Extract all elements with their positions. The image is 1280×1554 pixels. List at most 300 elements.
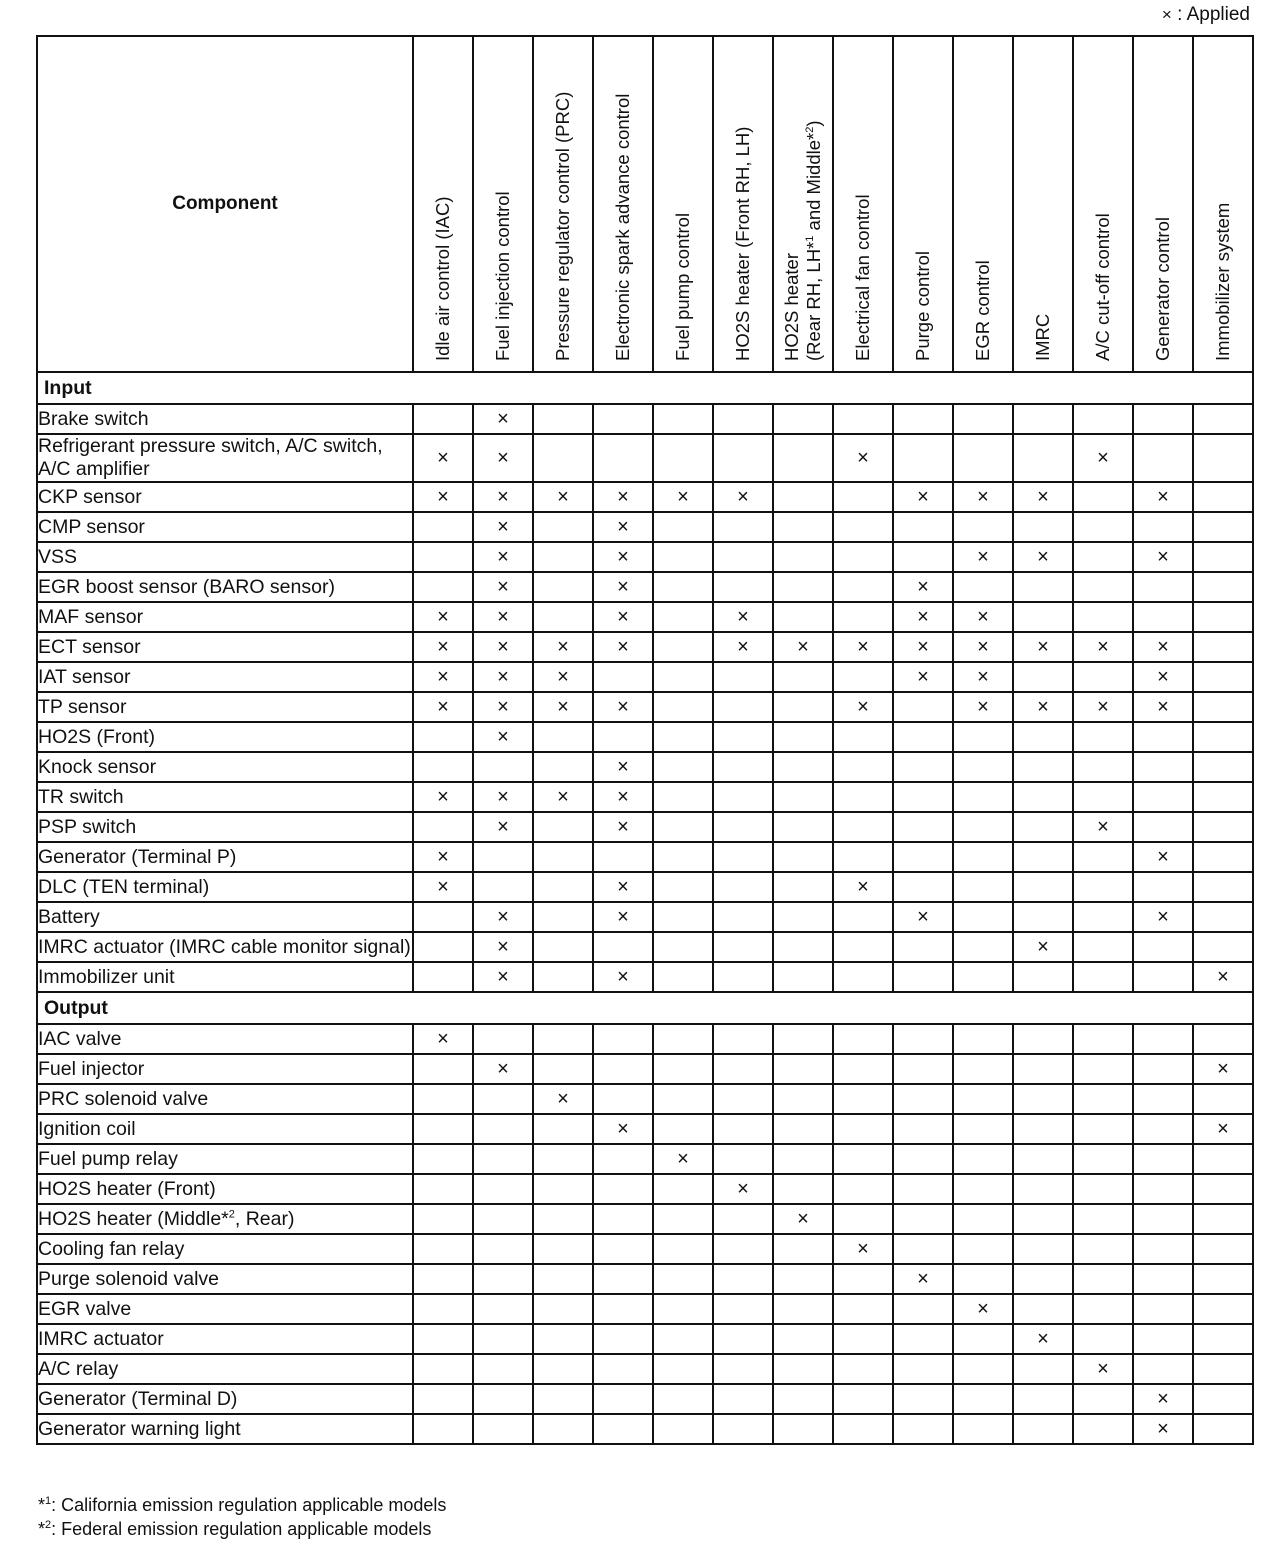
column-header-line: Fuel injection control (492, 191, 513, 361)
applied-cell (1013, 1414, 1073, 1444)
component-label: IMRC actuator (IMRC cable monitor signal) (37, 932, 413, 962)
applied-cell (1193, 434, 1253, 482)
applied-cell: × (593, 602, 653, 632)
applied-cell: × (533, 782, 593, 812)
applied-cell (893, 722, 953, 752)
applied-cell (1013, 1114, 1073, 1144)
table-row (37, 872, 1253, 902)
applied-cell: × (1193, 962, 1253, 992)
applied-cell (1073, 1054, 1133, 1084)
applied-cell (1013, 1174, 1073, 1204)
component-label: EGR boost sensor (BARO sensor) (37, 572, 413, 602)
applied-cell (893, 542, 953, 572)
applied-cell (713, 1414, 773, 1444)
component-label: ECT sensor (37, 632, 413, 662)
applied-cell: × (1073, 692, 1133, 722)
column-header-label (1198, 31, 1248, 361)
applied-cell: × (1133, 632, 1193, 662)
applied-cell (893, 1234, 953, 1264)
applied-cell (653, 1174, 713, 1204)
applied-cell (773, 404, 833, 434)
applied-cell (1133, 512, 1193, 542)
applied-cell (953, 1354, 1013, 1384)
applied-cell: × (713, 482, 773, 512)
applied-cell (473, 1324, 533, 1354)
header-row (37, 36, 1253, 372)
applied-cell (773, 602, 833, 632)
applied-cell (653, 812, 713, 842)
applied-cell (1013, 572, 1073, 602)
applied-cell (533, 542, 593, 572)
component-label: Refrigerant pressure switch, A/C switch, A/C amplifier (37, 434, 413, 482)
applied-cell (1013, 812, 1073, 842)
applied-cell (713, 752, 773, 782)
applied-cell (713, 512, 773, 542)
applied-cell (593, 1174, 653, 1204)
applied-cell (413, 1114, 473, 1144)
column-header (593, 36, 653, 372)
applied-cell (1133, 1324, 1193, 1354)
applied-cell (833, 1174, 893, 1204)
applied-cell (473, 1144, 533, 1174)
component-label: HO2S (Front) (37, 722, 413, 752)
applied-cell (593, 1204, 653, 1234)
applied-cell (1013, 1144, 1073, 1174)
applied-cell (773, 1234, 833, 1264)
column-header-label (1138, 31, 1188, 361)
applied-cell (713, 812, 773, 842)
column-header-line: (Rear RH, LH*$^1$ and Middle*$^2$) (803, 120, 824, 361)
applied-cell: × (593, 782, 653, 812)
table-row (37, 932, 1253, 962)
component-label: Fuel pump relay (37, 1144, 413, 1174)
applied-cell (1073, 662, 1133, 692)
applied-cell: × (593, 482, 653, 512)
applied-cell (1013, 782, 1073, 812)
applied-cell (1073, 602, 1133, 632)
applied-cell (413, 512, 473, 542)
applied-cell (953, 1204, 1013, 1234)
applied-cell (653, 1024, 713, 1054)
applied-cell (1193, 1174, 1253, 1204)
applied-cell (653, 572, 713, 602)
applied-cell (833, 1354, 893, 1384)
component-label: HO2S heater (Middle*$^2$, Rear) (37, 1204, 413, 1234)
legend (1162, 4, 1250, 26)
applied-cell (653, 434, 713, 482)
applied-cell (413, 1174, 473, 1204)
applied-cell (713, 692, 773, 722)
applied-cell: × (473, 632, 533, 662)
component-label: MAF sensor (37, 602, 413, 632)
column-header-label (478, 31, 528, 361)
component-label: CMP sensor (37, 512, 413, 542)
applied-cell (1073, 872, 1133, 902)
applied-cell: × (533, 1084, 593, 1114)
column-header-line: HO2S heater (781, 253, 802, 361)
applied-cell (713, 782, 773, 812)
table-row (37, 404, 1253, 434)
applied-cell (1133, 872, 1193, 902)
applied-cell (593, 1084, 653, 1114)
applied-cell (413, 1324, 473, 1354)
section-row (37, 992, 1253, 1024)
applied-cell (1133, 1084, 1193, 1114)
applied-cell (773, 1084, 833, 1114)
applied-cell (773, 482, 833, 512)
applied-cell: × (593, 692, 653, 722)
applied-cell (953, 962, 1013, 992)
applied-cell (473, 752, 533, 782)
applied-cell (473, 1414, 533, 1444)
applied-cell: × (473, 1054, 533, 1084)
applied-cell (893, 512, 953, 542)
applied-cell (953, 812, 1013, 842)
applied-cell (1193, 482, 1253, 512)
applied-cell (1013, 434, 1073, 482)
applied-cell (1073, 1174, 1133, 1204)
component-label: IAC valve (37, 1024, 413, 1054)
applied-cell (1073, 1234, 1133, 1264)
applied-cell (1013, 1234, 1073, 1264)
applied-cell (1073, 752, 1133, 782)
applied-cell (1133, 1234, 1193, 1264)
applied-cell (773, 1354, 833, 1384)
applied-cell (653, 1414, 713, 1444)
applied-cell (893, 1354, 953, 1384)
applied-cell: × (713, 632, 773, 662)
applied-cell: × (773, 1204, 833, 1234)
applied-cell (593, 722, 653, 752)
footnote: *$^1$: California emission regulation applicable models (38, 1495, 447, 1515)
component-label: HO2S heater (Front) (37, 1174, 413, 1204)
applied-cell (953, 1234, 1013, 1264)
component-label: PSP switch (37, 812, 413, 842)
applied-cell (833, 1384, 893, 1414)
applied-cell (533, 1264, 593, 1294)
applied-cell: × (593, 572, 653, 602)
applied-cell (1133, 1144, 1193, 1174)
applied-cell (533, 602, 593, 632)
applied-cell: × (413, 482, 473, 512)
applied-cell: × (473, 404, 533, 434)
column-header-label (838, 31, 888, 361)
applied-cell (413, 962, 473, 992)
applied-cell (1073, 902, 1133, 932)
applied-cell (593, 1414, 653, 1444)
applied-cell (713, 842, 773, 872)
applied-cell (833, 782, 893, 812)
applied-cell (833, 812, 893, 842)
applied-cell: × (773, 632, 833, 662)
applied-cell (533, 512, 593, 542)
applied-cell (653, 1114, 713, 1144)
applied-cell (413, 1234, 473, 1264)
applied-cell (833, 1414, 893, 1444)
component-label: Ignition coil (37, 1114, 413, 1144)
applied-cell (413, 722, 473, 752)
applied-cell: × (593, 962, 653, 992)
applied-cell (833, 512, 893, 542)
applied-cell (653, 512, 713, 542)
applied-cell: × (473, 692, 533, 722)
applied-cell: × (1073, 812, 1133, 842)
applied-cell (593, 1264, 653, 1294)
applied-cell (473, 1114, 533, 1144)
applied-cell: × (593, 872, 653, 902)
applied-cell (893, 932, 953, 962)
applied-cell: × (1073, 632, 1133, 662)
applied-cell (713, 902, 773, 932)
applied-cell (593, 434, 653, 482)
applied-cell: × (953, 632, 1013, 662)
applied-cell (953, 842, 1013, 872)
component-control-matrix (36, 35, 1254, 1445)
applied-cell (773, 812, 833, 842)
applied-cell (773, 902, 833, 932)
table-row (37, 902, 1253, 932)
table-row (37, 572, 1253, 602)
applied-cell (1193, 602, 1253, 632)
applied-cell: × (833, 872, 893, 902)
applied-cell (1073, 1024, 1133, 1054)
applied-cell (413, 932, 473, 962)
applied-cell (893, 404, 953, 434)
component-label: Purge solenoid valve (37, 1264, 413, 1294)
applied-cell (1193, 1264, 1253, 1294)
column-header-label (538, 31, 588, 361)
applied-cell (1013, 404, 1073, 434)
applied-cell (833, 1324, 893, 1354)
applied-cell (533, 722, 593, 752)
applied-cell: × (413, 602, 473, 632)
applied-cell: × (1133, 1384, 1193, 1414)
applied-cell (773, 692, 833, 722)
applied-cell: × (893, 632, 953, 662)
component-label: Generator (Terminal P) (37, 842, 413, 872)
applied-cell (893, 752, 953, 782)
applied-cell (1013, 722, 1073, 752)
applied-cell (653, 782, 713, 812)
applied-cell (413, 812, 473, 842)
applied-cell: × (413, 692, 473, 722)
applied-cell (533, 1144, 593, 1174)
applied-cell (653, 1264, 713, 1294)
column-header (773, 36, 833, 372)
applied-cell (1133, 722, 1193, 752)
applied-cell (1013, 752, 1073, 782)
applied-cell (893, 1174, 953, 1204)
applied-cell (413, 572, 473, 602)
applied-cell: × (413, 632, 473, 662)
applied-cell (773, 1144, 833, 1174)
applied-cell (473, 872, 533, 902)
applied-cell (1013, 872, 1073, 902)
applied-cell (773, 542, 833, 572)
table-row (37, 1384, 1253, 1414)
applied-cell (1133, 962, 1193, 992)
column-header-label (958, 31, 1008, 361)
applied-cell (1073, 782, 1133, 812)
applied-cell (833, 1084, 893, 1114)
applied-cell (1073, 542, 1133, 572)
table-row (37, 1054, 1253, 1084)
applied-cell (533, 842, 593, 872)
applied-cell (773, 1024, 833, 1054)
table-row (37, 1114, 1253, 1144)
component-label: PRC solenoid valve (37, 1084, 413, 1114)
applied-cell (473, 1354, 533, 1384)
applied-cell (953, 752, 1013, 782)
applied-cell (1133, 1204, 1193, 1234)
applied-cell (1073, 842, 1133, 872)
applied-cell (413, 1414, 473, 1444)
applied-cell: × (1193, 1054, 1253, 1084)
applied-cell: × (893, 482, 953, 512)
component-header: Component (37, 36, 413, 372)
applied-cell (533, 404, 593, 434)
applied-cell: × (413, 662, 473, 692)
applied-cell (1193, 1354, 1253, 1384)
applied-cell: × (593, 512, 653, 542)
column-header-line: Fuel pump control (672, 212, 693, 361)
applied-cell (653, 404, 713, 434)
component-label: IAT sensor (37, 662, 413, 692)
component-label: A/C relay (37, 1354, 413, 1384)
applied-cell: × (953, 662, 1013, 692)
applied-cell (653, 1324, 713, 1354)
applied-cell (413, 1264, 473, 1294)
applied-cell: × (833, 1234, 893, 1264)
applied-cell (653, 722, 713, 752)
applied-cell: × (473, 962, 533, 992)
applied-cell (533, 1024, 593, 1054)
applied-cell (833, 542, 893, 572)
applied-cell: × (1133, 662, 1193, 692)
applied-cell (653, 692, 713, 722)
applied-cell (1193, 752, 1253, 782)
applied-cell (473, 1234, 533, 1264)
column-header (713, 36, 773, 372)
applied-cell (1193, 1204, 1253, 1234)
applied-cell (893, 842, 953, 872)
table-row (37, 602, 1253, 632)
column-header (1013, 36, 1073, 372)
applied-cell: × (473, 782, 533, 812)
applied-cell (1193, 662, 1253, 692)
applied-cell (833, 1024, 893, 1054)
applied-cell (773, 572, 833, 602)
applied-cell (1133, 752, 1193, 782)
applied-cell (953, 1084, 1013, 1114)
applied-cell (773, 512, 833, 542)
applied-cell (953, 1384, 1013, 1414)
table-row (37, 1234, 1253, 1264)
column-header-line: A/C cut-off control (1092, 213, 1113, 361)
applied-cell (1193, 902, 1253, 932)
applied-cell (653, 602, 713, 632)
applied-cell (1193, 842, 1253, 872)
applied-cell (1013, 902, 1073, 932)
applied-cell (893, 1024, 953, 1054)
applied-cell (653, 1234, 713, 1264)
applied-cell (953, 1144, 1013, 1174)
applied-cell (713, 542, 773, 572)
applied-cell (713, 1324, 773, 1354)
applied-cell (593, 842, 653, 872)
applied-cell (653, 752, 713, 782)
table-row (37, 1294, 1253, 1324)
applied-cell (1013, 512, 1073, 542)
applied-cell (713, 932, 773, 962)
applied-cell (593, 662, 653, 692)
applied-cell (593, 1354, 653, 1384)
footnotes (38, 1493, 446, 1541)
applied-cell (713, 404, 773, 434)
applied-cell (953, 1324, 1013, 1354)
applied-cell (833, 482, 893, 512)
applied-cell (473, 1294, 533, 1324)
applied-cell: × (893, 662, 953, 692)
applied-cell (653, 962, 713, 992)
applied-cell (1133, 1174, 1193, 1204)
applied-cell (833, 1264, 893, 1294)
column-header (413, 36, 473, 372)
table-row (37, 632, 1253, 662)
applied-cell: × (473, 602, 533, 632)
table-row (37, 692, 1253, 722)
applied-cell (593, 1324, 653, 1354)
column-header-line: IMRC (1032, 313, 1053, 361)
applied-cell (893, 692, 953, 722)
applied-cell (953, 1264, 1013, 1294)
applied-cell (773, 752, 833, 782)
applied-cell: × (1133, 482, 1193, 512)
applied-cell (1073, 1294, 1133, 1324)
applied-cell (473, 1264, 533, 1294)
applied-cell: × (833, 434, 893, 482)
applied-cell: × (1013, 692, 1073, 722)
applied-cell (533, 572, 593, 602)
applied-cell (653, 902, 713, 932)
applied-cell (413, 542, 473, 572)
applied-cell (773, 1264, 833, 1294)
applied-cell (593, 1054, 653, 1084)
applied-cell (1073, 1414, 1133, 1444)
applied-cell (653, 1084, 713, 1114)
applied-cell (1133, 1264, 1193, 1294)
component-label: EGR valve (37, 1294, 413, 1324)
applied-cell (473, 1174, 533, 1204)
applied-cell: × (1073, 1354, 1133, 1384)
applied-cell (1013, 1384, 1073, 1414)
applied-cell (713, 1294, 773, 1324)
applied-cell (413, 1144, 473, 1174)
component-label: VSS (37, 542, 413, 572)
applied-cell (1193, 1294, 1253, 1324)
applied-cell (1193, 1024, 1253, 1054)
applied-cell (953, 902, 1013, 932)
section-row (37, 372, 1253, 404)
applied-cell (713, 962, 773, 992)
applied-cell (1073, 1324, 1133, 1354)
applied-cell (833, 1114, 893, 1144)
column-header-line: Electronic spark advance control (612, 93, 633, 361)
applied-cell (953, 1414, 1013, 1444)
applied-cell (593, 1144, 653, 1174)
applied-cell (893, 1294, 953, 1324)
applied-cell (773, 842, 833, 872)
